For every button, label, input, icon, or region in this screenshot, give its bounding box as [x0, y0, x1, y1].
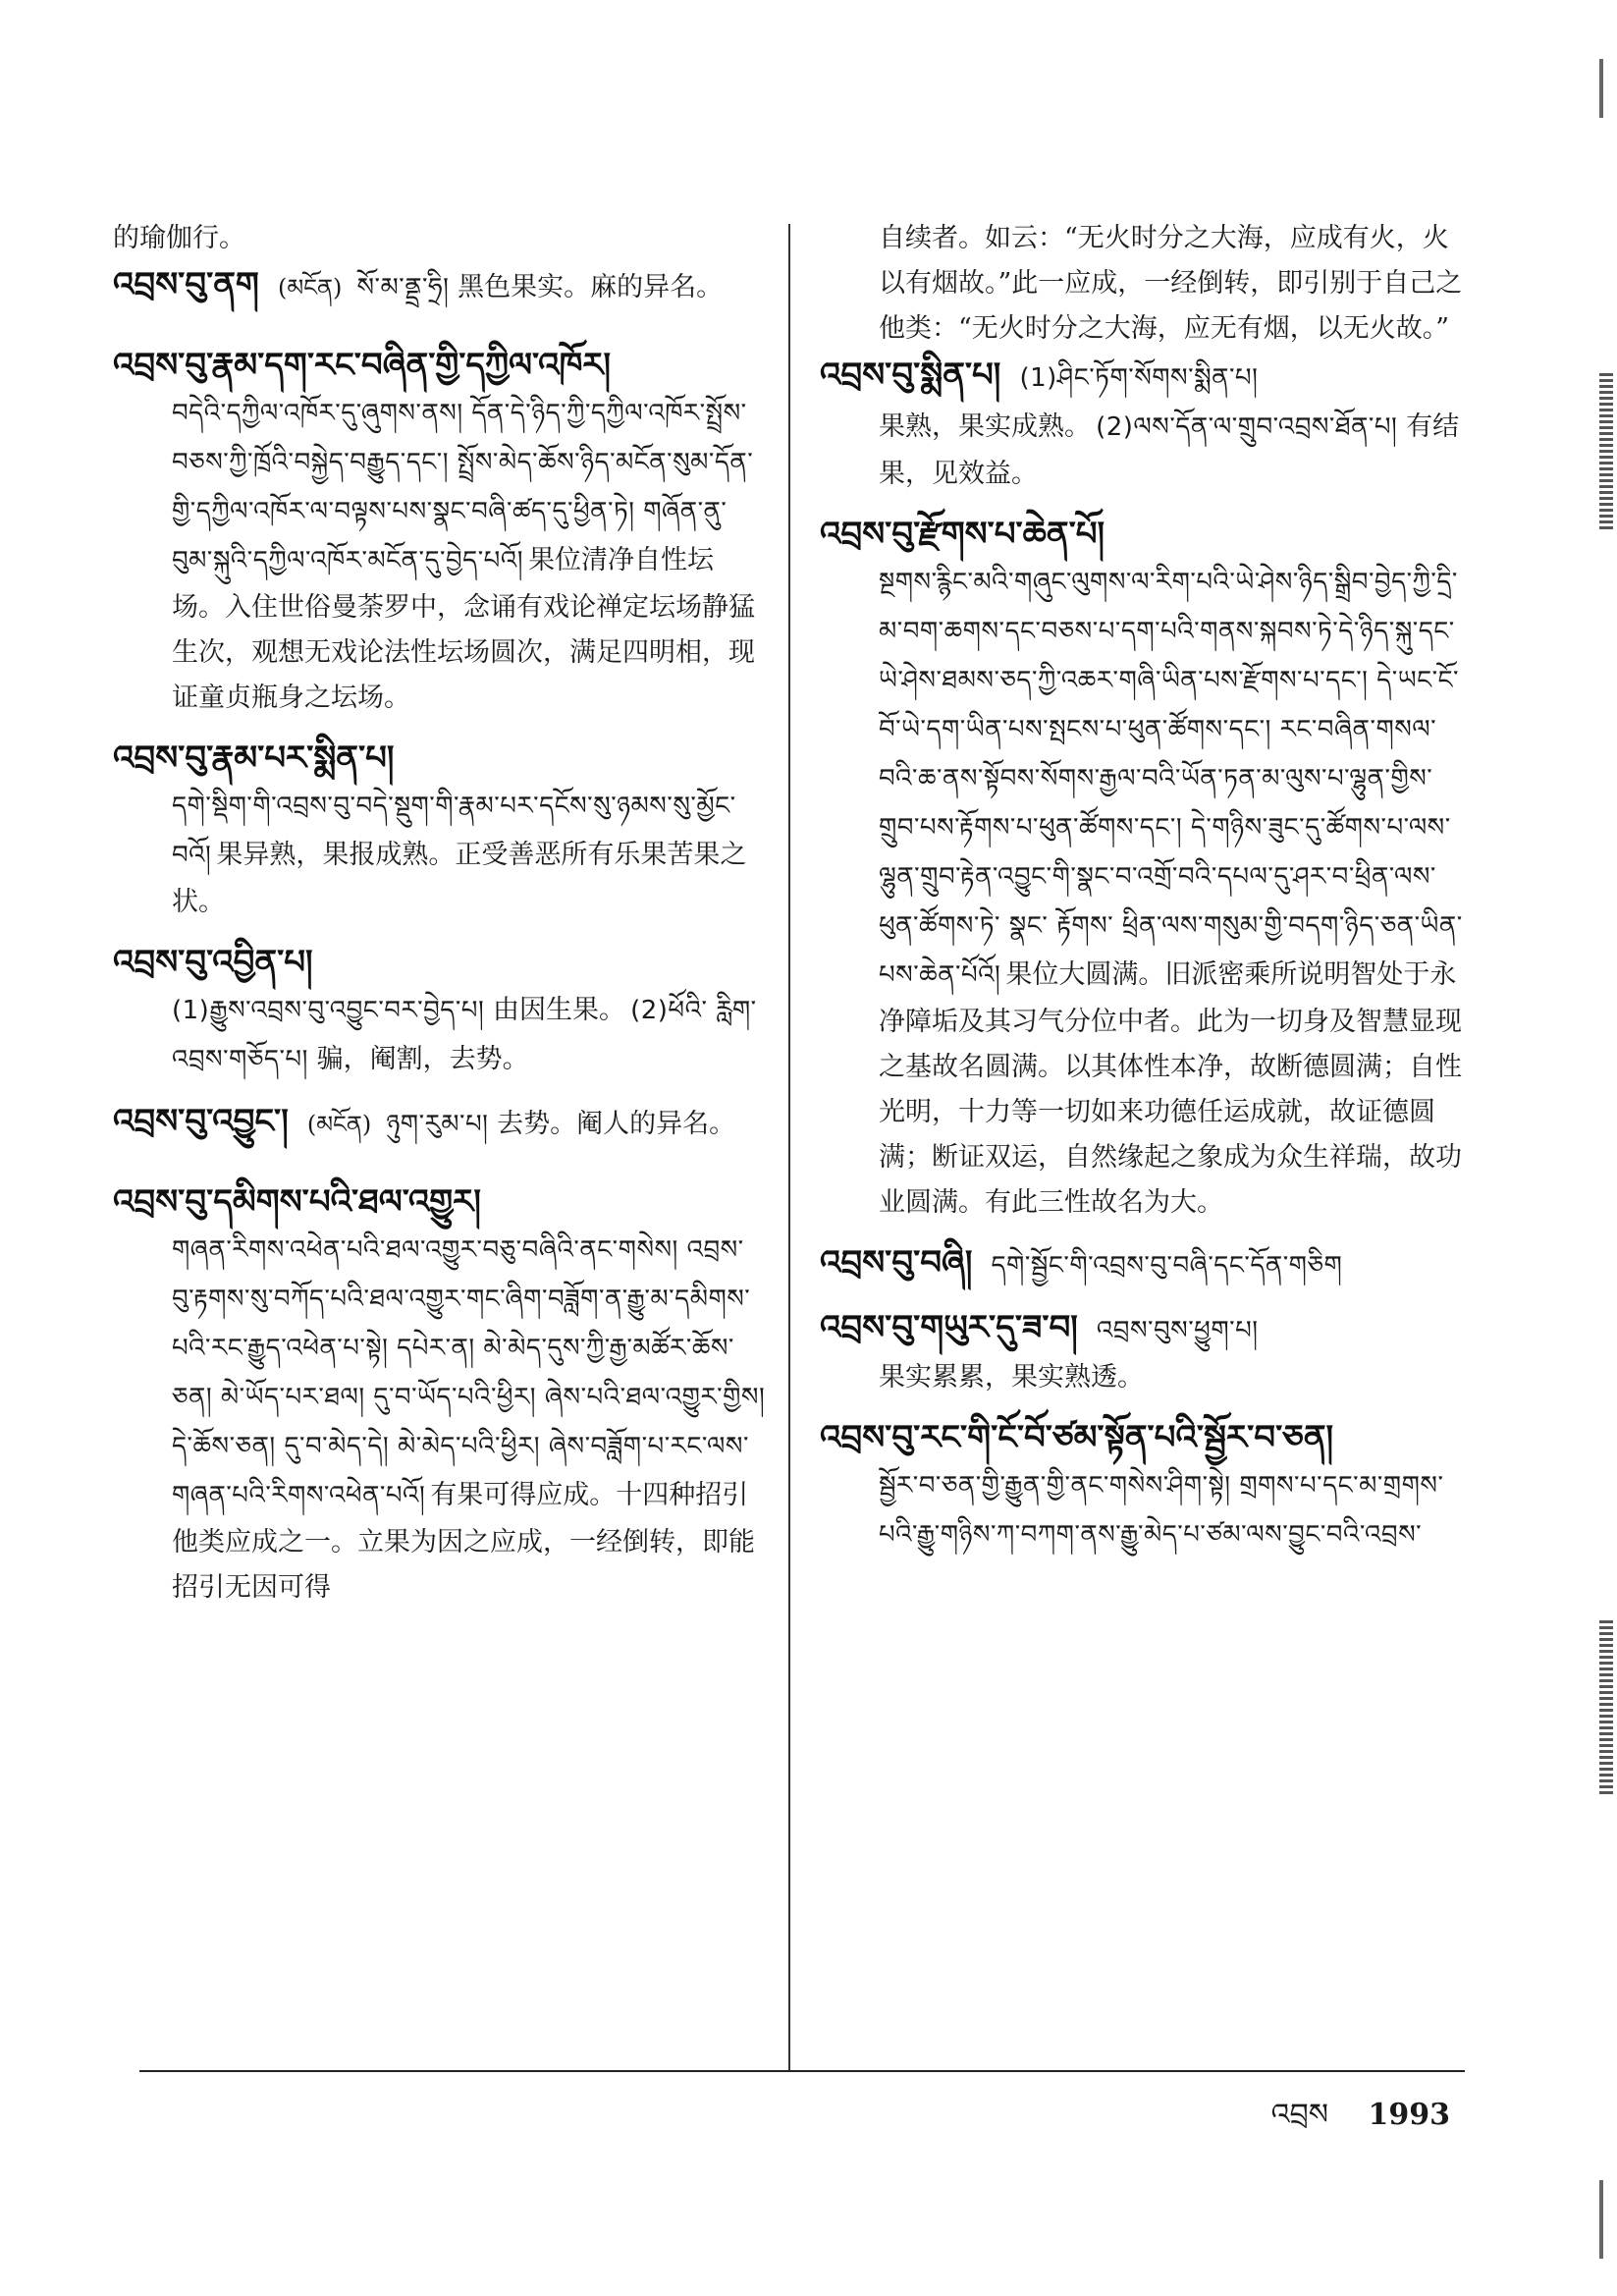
headword: འབྲས་བུ་གཡུར་དུ་ཟ་བ།	[820, 1308, 1078, 1347]
scan-edge-mark	[1599, 373, 1613, 530]
headword: འབྲས་བུ་འབྱུང་།	[113, 1102, 289, 1141]
chinese-definition: 由因生果。	[492, 995, 625, 1025]
tibetan-definition-2: (2)ཕོའི་ རླིག་འབྲས་གཅོད་པ།	[172, 996, 757, 1074]
tibetan-definition-2: (2)ལས་དོན་ལ་གྲུབ་འབྲས་ཐོན་པ།	[1096, 412, 1407, 442]
page-footer	[1271, 2082, 1450, 2164]
dictionary-entry	[820, 352, 1473, 497]
dictionary-entry	[820, 1414, 1473, 1559]
source-tag: (མངོན)	[277, 274, 343, 301]
dictionary-entry	[820, 1239, 1473, 1290]
chinese-definition: 果位大圆满。旧派密乘所说明智处于永净障垢及其习气分位中者。此为一切身及智慧显现之基故名圆满。以其体性本净，故断德圆满；自性光明，十力等一切如来功德任运成就，故证德圆满；断证双运，自然缘起之象成为众生祥瑞，故功业圆满。有此三性故名为大。	[879, 959, 1462, 1218]
chinese-definition-2: 有结果，见效益。	[879, 411, 1460, 489]
chinese-definition: 果位清净自性坛场。入住世俗曼荼罗中，念诵有戏论禅定坛场静猛生次，观想无戏论法性坛场圆次，满足四明相，现证童贞瓶身之坛场。	[172, 545, 755, 713]
continuation-text: 的瑜伽行。	[113, 223, 245, 253]
chinese-definition: 去势。阉人的异名。	[497, 1109, 736, 1139]
headword: འབྲས་བུ་རྣམ་དག་རང་བཞིན་གྱི་དཀྱིལ་འཁོར།	[113, 346, 612, 385]
chinese-definition: 黑色果实。麻的异名。	[458, 272, 724, 302]
chinese-definition: 果熟，果实成熟。	[879, 411, 1091, 442]
headword: འབྲས་བུ་བཞི།	[820, 1243, 973, 1283]
headword: འབྲས་བུ་རང་གི་ངོ་བོ་ཙམ་སྟོན་པའི་སྦྱོར་བ་ཅན།	[820, 1418, 1334, 1457]
dictionary-entry	[820, 511, 1473, 1226]
left-column	[113, 216, 766, 1624]
chinese-definition: 果异熟，果报成熟。正受善恶所有乐果苦果之状。	[172, 840, 747, 917]
tibetan-definition: (1)རྒྱུས་འབྲས་བུ་འབྱུང་བར་བྱེད་པ།	[172, 996, 493, 1025]
chinese-definition: 果实累累，果实熟透。	[879, 1362, 1144, 1393]
dictionary-entry	[113, 735, 766, 925]
dictionary-entry	[113, 342, 766, 721]
dictionary-entry	[820, 1304, 1473, 1400]
scan-edge-mark	[1599, 1620, 1613, 1797]
headword: འབྲས་བུ་རྣམ་པར་སྨིན་པ།	[113, 738, 395, 778]
tibetan-definition: ཉུག་རུམ་པ།	[386, 1110, 498, 1139]
chinese-definition-2: 骗，阉割，去势。	[316, 1044, 529, 1074]
headword: འབྲས་བུ་རྫོགས་པ་ཆེན་པོ།	[820, 515, 1105, 554]
column-divider	[788, 224, 790, 2070]
tibetan-definition: སོ་མ་ནྡྲ་ཧྲི།	[356, 273, 458, 302]
dictionary-entry	[113, 1098, 766, 1165]
source-tag: (མངོན)	[306, 1111, 372, 1138]
dictionary-entry	[113, 1178, 766, 1611]
running-head: འབྲས	[1270, 2098, 1329, 2132]
tibetan-definition: སྦྱོར་བ་ཅན་གྱི་རྒྱུན་གྱི་ནང་གསེས་ཤིག་སྟེ། གྲགས་པ་དང་མ་གྲགས་པའི་རྒྱུ་གཉིས་ཀ་བཀག་ནས་རྒྱུ་མེད་པ་ཙམ་ལས་བྱུང་བའི་འབྲས་	[879, 1471, 1444, 1550]
page-number: 1993	[1368, 2098, 1450, 2132]
continuation-text: 自续者。如云：“无火时分之大海，应成有火，火以有烟故。”此一应成，一经倒转，即引别于自己之他类：“无火时分之大海，应无有烟，以无火故。”	[879, 223, 1463, 344]
tibetan-definition: དགེ་སྡིག་གི་འབྲས་བུ་བདེ་སྡུག་གི་རྣམ་པར་དངོས་སུ་ཉམས་སུ་མྱོང་བའོ།	[172, 792, 736, 870]
tibetan-definition: བདེའི་དཀྱིལ་འཁོར་དུ་ཞུགས་ནས། དོན་དེ་ཉིད་ཀྱི་དཀྱིལ་འཁོར་སྤྲོས་བཅས་ཀྱི་ཁྲོའི་བསྐྱེད་བརྒྱུད་དང་། སྤྲོས་མེད་ཆོས་ཉིད་མངོན་སུམ་དོན་གྱི་དཀྱིལ་འཁོར་ལ་བལྟས་པས་སྣང་བཞི་ཚད་དུ་ཕྱིན་ཏེ། གཞོན་ནུ་བུམ་སྐུའི་དཀྱིལ་འཁོར་མངོན་དུ་བྱེད་པའོ།	[172, 399, 754, 575]
chinese-definition: 有果可得应成。十四种招引他类应成之一。立果为因之应成，一经倒转，即能招引无因可得	[172, 1480, 755, 1603]
headword: འབྲས་བུ་སྨིན་པ།	[820, 355, 1001, 395]
tibetan-definition: གཞན་རིགས་འཕེན་པའི་ཐལ་འགྱུར་བཅུ་བཞིའི་ནང་གསེས། འབྲས་བུ་རྟགས་སུ་བཀོད་པའི་ཐལ་འགྱུར་གང་ཞིག་བཟློག་ན་རྒྱུ་མ་དམིགས་པའི་རང་རྒྱུད་འཕེན་པ་སྟེ། དཔེར་ན། མེ་མེད་དུས་ཀྱི་རྒྱ་མཚོར་ཆོས་ཅན། མེ་ཡོད་པར་ཐལ། དུ་བ་ཡོད་པའི་ཕྱིར། ཞེས་པའི་ཐལ་འགྱུར་གྱིས། དེ་ཆོས་ཅན། དུ་བ་མེད་དེ། མེ་མེད་པའི་ཕྱིར། ཞེས་བཟློག་པ་རང་ལས་གཞན་པའི་རིགས་འཕེན་པའོ།	[172, 1235, 766, 1510]
footer-rule	[139, 2070, 1465, 2072]
tibetan-definition: འབྲས་བུས་ཕྱུག་པ།	[1096, 1316, 1259, 1345]
dictionary-entry	[113, 939, 766, 1084]
tibetan-definition: སྔགས་རྙིང་མའི་གཞུང་ལུགས་ལ་རིག་པའི་ཡེ་ཤེས་ཉིད་སྒྲིབ་བྱེད་ཀྱི་དྲི་མ་བག་ཆགས་དང་བཅས་པ་དག་པའི་གནས་སྐབས་ཏེ་དེ་ཉིད་སྐུ་དང་ཡེ་ཤེས་ཐམས་ཅད་ཀྱི་འཆར་གཞི་ཡིན་པས་རྫོགས་པ་དང་། དེ་ཡང་ངོ་བོ་ཡེ་དག་ཡིན་པས་སྤངས་པ་ཕུན་ཚོགས་དང་། རང་བཞིན་གསལ་བའི་ཆ་ནས་སྟོབས་སོགས་རྒྱལ་བའི་ཡོན་ཏན་མ་ལུས་པ་ལྷུན་གྱིས་གྲུབ་པས་རྟོགས་པ་ཕུན་ཚོགས་དང་། དེ་གཉིས་ཟུང་དུ་ཚོགས་པ་ལས་ལྷུན་གྲུབ་རྟེན་འབྱུང་གི་སྣང་བ་འགྲོ་བའི་དཔལ་དུ་ཤར་བ་ཕྲིན་ལས་ཕུན་ཚོགས་ཏེ་ སྣང་ རྟོགས་ ཕྲིན་ལས་གསུམ་གྱི་བདག་ཉིད་ཅན་ཡིན་པས་ཆེན་པོའོ།	[879, 568, 1463, 990]
right-column	[820, 216, 1473, 1573]
headword: འབྲས་བུ་འབྱིན་པ།	[113, 943, 313, 982]
dictionary-entry	[113, 261, 766, 328]
headword: འབྲས་བུ་ནག	[113, 265, 259, 304]
tibetan-definition: (1)ཤིང་ཏོག་སོགས་སྨིན་པ།	[1019, 363, 1259, 393]
headword: འབྲས་བུ་དམིགས་པའི་ཐལ་འགྱུར།	[113, 1182, 481, 1222]
tibetan-definition: དགེ་སྦྱོང་གི་འབྲས་བུ་བཞི་དང་དོན་གཅིག	[991, 1251, 1343, 1281]
scan-edge-tick	[1599, 2180, 1603, 2259]
scan-edge-tick	[1599, 59, 1603, 118]
